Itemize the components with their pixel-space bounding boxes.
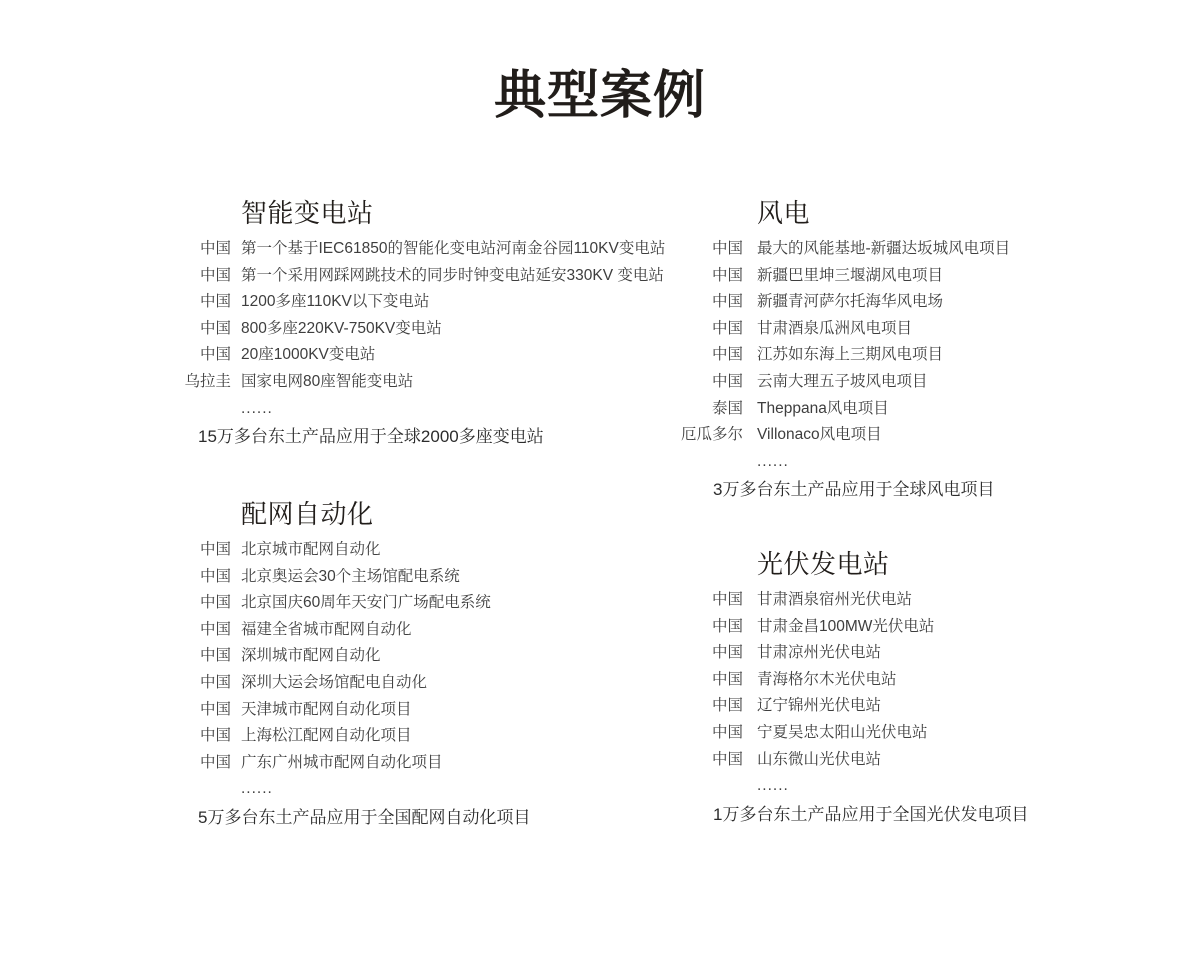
project-row bbox=[183, 263, 664, 290]
section-heading: 智能变电站 bbox=[241, 198, 374, 228]
section-heading: 风电 bbox=[757, 198, 811, 228]
country-label: 中国 bbox=[711, 591, 743, 608]
project-row bbox=[679, 640, 1109, 667]
project-row bbox=[679, 316, 1109, 343]
project-row bbox=[183, 289, 653, 316]
project-label: 山东微山光伏电站 bbox=[757, 750, 882, 768]
project-row bbox=[679, 369, 1109, 396]
project-list bbox=[183, 537, 653, 776]
ellipsis-more: ...... bbox=[241, 399, 273, 417]
project-label: 深圳大运会场馆配电自动化 bbox=[241, 673, 428, 691]
country-label: 中国 bbox=[199, 319, 231, 337]
country-label: 中国 bbox=[711, 319, 743, 337]
project-row bbox=[183, 697, 653, 724]
project-label: 新疆青河萨尔托海华风电场 bbox=[757, 293, 944, 311]
project-row bbox=[183, 643, 653, 670]
section-distribution-automation bbox=[183, 498, 653, 830]
country-label: 中国 bbox=[711, 266, 743, 284]
project-label: 江苏如东海上三期风电项目 bbox=[757, 346, 944, 364]
country-label: 泰国 bbox=[711, 399, 743, 417]
project-row bbox=[679, 720, 1109, 747]
project-label: 青海格尔木光伏电站 bbox=[757, 670, 897, 688]
project-row bbox=[679, 422, 1109, 449]
project-label: 1200多座110KV以下变电站 bbox=[241, 293, 430, 311]
project-label: 北京国庆60周年天安门广场配电系统 bbox=[241, 594, 491, 612]
project-label: 广东广州城市配网自动化项目 bbox=[241, 753, 443, 771]
country-label: 中国 bbox=[711, 670, 743, 688]
country-label: 中国 bbox=[199, 240, 231, 257]
project-list bbox=[679, 587, 1109, 773]
country-label: 中国 bbox=[199, 727, 231, 745]
section-heading: 光伏发电站 bbox=[757, 549, 890, 579]
country-label: 中国 bbox=[199, 700, 231, 718]
country-label: 中国 bbox=[711, 644, 743, 662]
section-summary: 3万多台东土产品应用于全球风电项目 bbox=[713, 480, 995, 500]
project-label: 甘肃凉州光伏电站 bbox=[757, 644, 882, 662]
country-label: 中国 bbox=[199, 673, 231, 691]
project-label: 第一个采用网踩网跳技术的同步时钟变电站延安330KV 变电站 bbox=[241, 266, 664, 284]
project-list bbox=[183, 236, 666, 396]
project-label: Theppana风电项目 bbox=[757, 399, 889, 417]
ellipsis-more: ...... bbox=[757, 777, 789, 795]
project-label: 辽宁锦州光伏电站 bbox=[757, 697, 882, 715]
project-label: 天津城市配网自动化项目 bbox=[241, 700, 412, 718]
section-summary: 5万多台东土产品应用于全国配网自动化项目 bbox=[198, 807, 531, 827]
project-label: 第一个基于IEC61850的智能化变电站河南金谷园110KV变电站 bbox=[241, 240, 666, 257]
project-label: 上海松江配网自动化项目 bbox=[241, 727, 412, 745]
country-label: 中国 bbox=[711, 723, 743, 741]
project-label: 国家电网80座智能变电站 bbox=[241, 372, 414, 390]
project-list bbox=[679, 236, 1109, 449]
country-label: 中国 bbox=[711, 240, 743, 257]
project-label: 宁夏吴忠太阳山光伏电站 bbox=[757, 723, 928, 741]
section-wind-power bbox=[679, 197, 1109, 502]
country-label: 中国 bbox=[711, 750, 743, 768]
country-label: 中国 bbox=[711, 293, 743, 311]
project-label: 新疆巴里坤三堰湖风电项目 bbox=[757, 266, 944, 284]
country-label: 中国 bbox=[711, 346, 743, 364]
project-row bbox=[679, 342, 1109, 369]
country-label: 中国 bbox=[199, 647, 231, 665]
country-label: 中国 bbox=[711, 372, 743, 390]
project-row bbox=[183, 590, 653, 617]
country-label: 中国 bbox=[199, 541, 231, 558]
country-label: 中国 bbox=[199, 567, 231, 585]
section-heading: 配网自动化 bbox=[241, 499, 374, 529]
section-summary: 15万多台东土产品应用于全球2000多座变电站 bbox=[198, 427, 544, 447]
country-label: 中国 bbox=[711, 617, 743, 635]
country-label: 中国 bbox=[199, 266, 231, 284]
project-row bbox=[183, 369, 653, 396]
project-row bbox=[183, 564, 653, 591]
country-label: 中国 bbox=[199, 753, 231, 771]
project-row bbox=[183, 537, 653, 564]
section-pv-power-station bbox=[679, 548, 1109, 827]
project-row bbox=[679, 747, 1109, 774]
section-summary: 1万多台东土产品应用于全国光伏发电项目 bbox=[713, 804, 1029, 824]
project-row bbox=[183, 723, 653, 750]
country-label: 中国 bbox=[199, 346, 231, 364]
project-label: 北京城市配网自动化 bbox=[241, 541, 381, 558]
project-row bbox=[679, 667, 1109, 694]
country-label: 乌拉圭 bbox=[184, 372, 231, 390]
country-label: 厄瓜多尔 bbox=[680, 426, 743, 444]
ellipsis-more: ...... bbox=[241, 780, 273, 798]
project-row bbox=[183, 617, 653, 644]
project-row bbox=[183, 316, 653, 343]
project-label: 北京奥运会30个主场馆配电系统 bbox=[241, 567, 460, 585]
project-row bbox=[679, 693, 1109, 720]
project-label: 深圳城市配网自动化 bbox=[241, 647, 381, 665]
ellipsis-more: ...... bbox=[757, 452, 789, 470]
project-row bbox=[679, 614, 1109, 641]
project-row bbox=[183, 342, 653, 369]
project-label: 800多座220KV-750KV变电站 bbox=[241, 319, 442, 337]
country-label: 中国 bbox=[199, 620, 231, 638]
project-label: 甘肃酒泉宿州光伏电站 bbox=[757, 591, 913, 608]
project-row bbox=[183, 236, 666, 263]
project-row bbox=[679, 396, 1109, 423]
project-label: 甘肃金昌100MW光伏电站 bbox=[757, 617, 935, 635]
project-row bbox=[679, 263, 1109, 290]
project-row bbox=[183, 750, 653, 777]
project-label: Villonaco风电项目 bbox=[757, 426, 882, 444]
project-row bbox=[183, 670, 653, 697]
page-title: 典型案例 bbox=[493, 67, 706, 125]
project-row bbox=[679, 289, 1109, 316]
country-label: 中国 bbox=[199, 594, 231, 612]
project-label: 云南大理五子坡风电项目 bbox=[757, 372, 928, 390]
country-label: 中国 bbox=[199, 293, 231, 311]
project-row bbox=[679, 236, 1109, 263]
project-label: 最大的风能基地-新疆达坂城风电项目 bbox=[757, 240, 1011, 257]
country-label: 中国 bbox=[711, 697, 743, 715]
project-label: 20座1000KV变电站 bbox=[241, 346, 376, 364]
project-label: 甘肃酒泉瓜洲风电项目 bbox=[757, 319, 913, 337]
project-label: 福建全省城市配网自动化 bbox=[241, 620, 412, 638]
section-smart-substation bbox=[183, 197, 666, 449]
project-row bbox=[679, 587, 1109, 614]
